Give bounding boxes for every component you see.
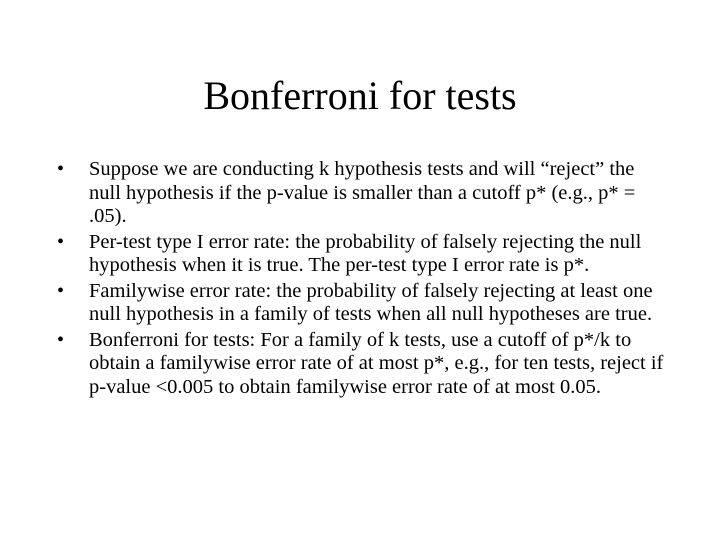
bullet-dot-icon: • [57,328,65,351]
bullet-text: Suppose we are conducting k hypothesis tests and will “reject” the null hypothesis if the p-value is smaller than a cutoff p* (e.g., p* = .05). [89,158,636,227]
bullet-item [57,280,667,327]
bullet-item [57,158,667,229]
bullet-dot-icon: • [57,158,65,180]
slide-title: Bonferroni for tests [203,73,517,118]
bullet-item [57,329,667,400]
bullet-text: Per-test type I error rate: the probability of falsely rejecting the null hypothesis when it is true. The per-test type I error rate is p*. [89,230,642,276]
bullet-text: Bonferroni for tests: For a family of k tests, use a cutoff of p*/k to obtain a familywise error rate of at most p*, e.g., for ten tests, reject if p-value <0.005 to obtain familywise error rate of at most 0.05. [89,328,664,398]
bullet-text: Familywise error rate: the probability of falsely rejecting at least one null hypothesis in a family of tests when all null hypotheses are true. [89,279,653,325]
bullet-list [57,158,667,401]
bullet-dot-icon: • [57,230,65,253]
bullet-item [57,231,667,278]
bullet-dot-icon: • [57,279,65,302]
